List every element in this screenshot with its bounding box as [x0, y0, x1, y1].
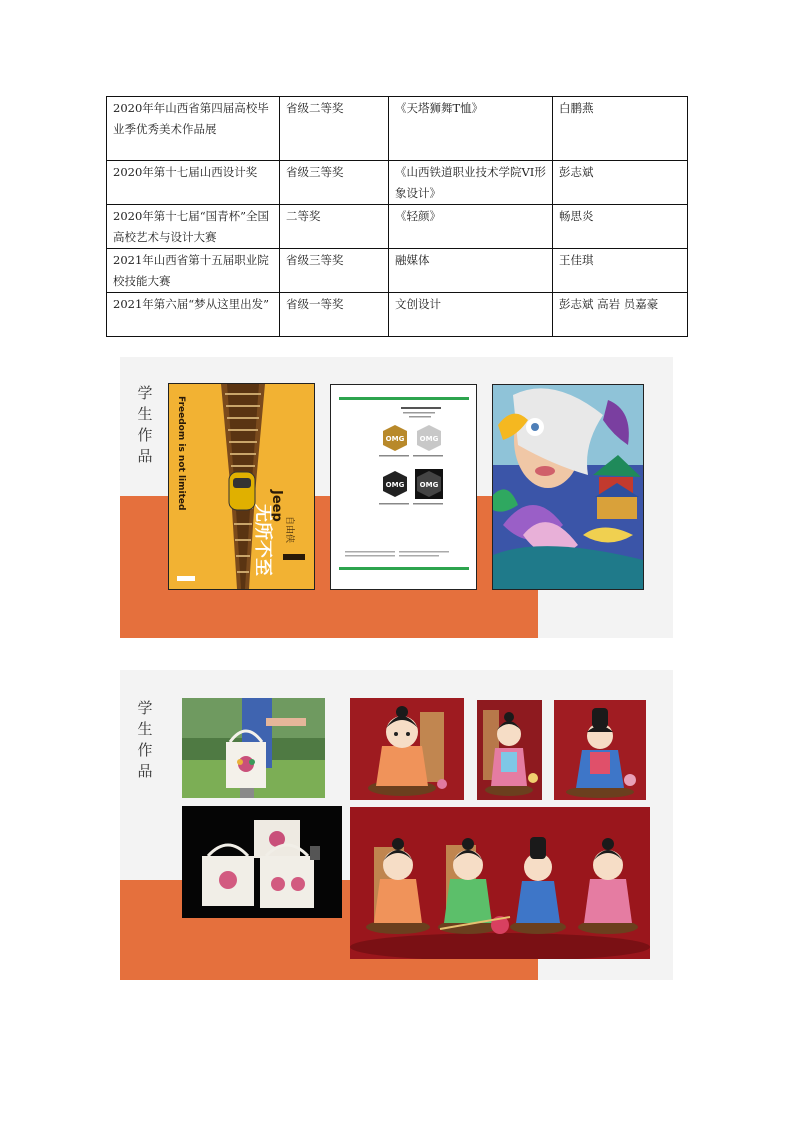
table-cell-students: 彭志斌	[553, 161, 688, 205]
svg-text:OMG: OMG	[419, 481, 439, 489]
student-works-label: 学 生 作 品	[137, 699, 153, 780]
table-cell-students: 畅思炎	[553, 205, 688, 249]
table-cell-competition: 2021年第六届“梦从这里出发”	[107, 293, 280, 337]
table-cell-work: 《轻颜》	[389, 205, 553, 249]
table-row	[107, 205, 688, 249]
table-row	[107, 97, 688, 161]
vi-design-sheet	[330, 384, 477, 590]
table-cell-level: 省级二等奖	[280, 97, 389, 161]
tote-bag-photo	[182, 698, 325, 798]
table-cell-competition: 2020年年山西省第四届高校毕业季优秀美术作品展	[107, 97, 280, 161]
table-cell-students: 彭志斌 高岩 员嘉豪	[553, 293, 688, 337]
illustration-artwork	[492, 384, 644, 590]
jeep-zipper-poster	[168, 383, 315, 590]
student-works-gallery-2	[120, 670, 673, 980]
svg-text:自由侠: 自由侠	[284, 516, 294, 544]
table-row	[107, 293, 688, 337]
student-works-label: 学 生 作 品	[137, 384, 153, 465]
table-cell-level: 省级三等奖	[280, 249, 389, 293]
svg-text:OMG: OMG	[419, 435, 439, 443]
table-cell-work: 《天塔狮舞T恤》	[389, 97, 553, 161]
table-cell-work: 《山西铁道职业技术学院VI形象设计》	[389, 161, 553, 205]
doll-figurine-photo-2	[477, 700, 542, 800]
table-cell-level: 省级三等奖	[280, 161, 389, 205]
table-cell-students: 白鹏燕	[553, 97, 688, 161]
table-row	[107, 249, 688, 293]
student-works-gallery-1	[120, 357, 673, 638]
svg-text:OMG: OMG	[385, 481, 405, 489]
table-cell-level: 省级一等奖	[280, 293, 389, 337]
table-cell-work: 文创设计	[389, 293, 553, 337]
table-cell-students: 王佳琪	[553, 249, 688, 293]
table-cell-level: 二等奖	[280, 205, 389, 249]
awards-table	[106, 96, 688, 337]
doll-figurine-photo-3	[554, 700, 646, 800]
table-cell-work: 融媒体	[389, 249, 553, 293]
table-cell-competition: 2021年山西省第十五届职业院校技能大赛	[107, 249, 280, 293]
svg-text:Freedom is not limited: Freedom is not limited	[176, 396, 186, 511]
svg-text:无所不至: 无所不至	[252, 504, 273, 576]
svg-text:Jeep: Jeep	[269, 490, 284, 522]
table-row	[107, 161, 688, 205]
table-cell-competition: 2020年第十七届“国青杯”全国高校艺术与设计大赛	[107, 205, 280, 249]
doll-figurine-photo-1	[350, 698, 464, 800]
doll-figurines-group-photo	[350, 807, 650, 959]
svg-text:OMG: OMG	[385, 435, 405, 443]
table-cell-competition: 2020年第十七届山西设计奖	[107, 161, 280, 205]
tote-bags-product-photo	[182, 806, 342, 918]
